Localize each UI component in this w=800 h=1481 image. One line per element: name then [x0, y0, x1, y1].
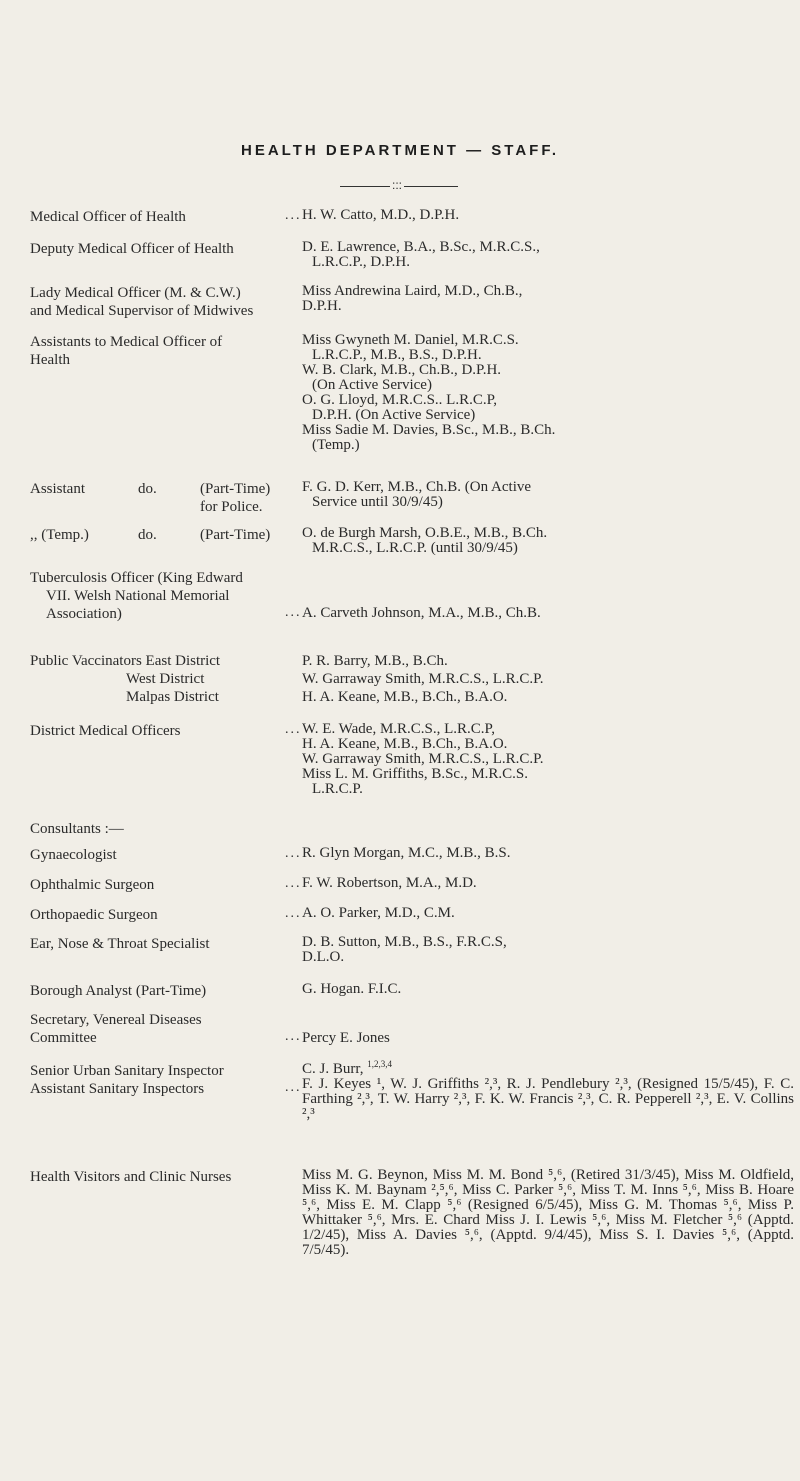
role-label — [30, 480, 330, 515]
role-part: for Police. — [200, 499, 263, 515]
leader-dots: ... — [285, 1029, 302, 1044]
staff-names — [302, 606, 794, 621]
name-line: D.P.H. — [302, 298, 342, 314]
role-line: Association) — [46, 606, 122, 622]
page-title: HEALTH DEPARTMENT — STAFF. — [241, 142, 559, 159]
role-part: Assistant — [30, 481, 86, 497]
staff-names — [302, 333, 794, 453]
leader-dots: ... — [285, 906, 302, 921]
role-line: Health — [30, 352, 70, 368]
role-label: Gynaecologist — [30, 847, 117, 863]
role-label: Health Visitors and Clinic Nurses — [30, 1169, 232, 1185]
role-label: Borough Analyst (Part-Time) — [30, 983, 207, 999]
role-label: Deputy Medical Officer of Health — [30, 241, 234, 257]
name-line: G. Hogan. F.I.C. — [302, 981, 402, 997]
staff-names — [302, 722, 794, 797]
staff-names — [302, 1031, 794, 1046]
title-divider — [340, 178, 458, 192]
role-line: Senior Urban Sanitary Inspector — [30, 1063, 224, 1079]
role-line: Assistants to Medical Officer of — [30, 334, 223, 350]
leader-dots: ... — [285, 846, 302, 861]
role-line: VII. Welsh National Memorial — [46, 588, 230, 604]
name-line: D.L.O. — [302, 949, 345, 965]
role-line: and Medical Supervisor of Midwives — [30, 303, 254, 319]
leader-dots: ... — [285, 722, 302, 737]
name-line: H. A. Keane, M.B., B.Ch., B.A.O. — [302, 689, 508, 705]
health-visitor-list: Miss M. G. Beynon, Miss M. M. Bond ⁵,⁶, (Retired 31/3/45), Miss M. Oldfield, Miss K. M. Baynam ²,⁵,⁶, Miss C. Parker ⁵,⁶, Miss T. M. Inns ⁵,⁶, Miss B. Hoare ⁵,⁶, Miss E. M. Clapp ⁵,⁶ (Resigned 6/5/45), Miss G. M. Thomas ⁵,⁶, Miss P. Whittaker ⁵,⁶, Mrs. E. Chard Miss J. I. Lewis ⁵,⁶, Miss M. Fletcher ⁵,⁶ (Apptd. 1/2/45), Miss A. Davies ⁵,⁶, (Apptd. 9/4/45), Miss S. I. Davies ⁵,⁶, (Apptd. 7/5/45). — [302, 1167, 794, 1258]
name-line: R. Glyn Morgan, M.C., M.B., B.S. — [302, 845, 511, 861]
name-line: A. O. Parker, M.D., C.M. — [302, 905, 455, 921]
role-label: Orthopaedic Surgeon — [30, 907, 158, 923]
name-line: D. E. Lawrence, B.A., B.Sc., M.R.C.S., — [302, 239, 540, 255]
staff-names — [302, 1168, 794, 1258]
name-line: M.R.C.S., L.R.C.P. (until 30/9/45) — [312, 540, 518, 556]
role-label: District Medical Officers — [30, 723, 181, 739]
role-line: Secretary, Venereal Diseases — [30, 1012, 202, 1028]
name-line: W. B. Clark, M.B., Ch.B., D.P.H. — [302, 362, 502, 378]
role-part: (Part-Time) — [200, 527, 271, 543]
staff-names — [302, 526, 794, 556]
footnote-marks: 1,2,3,4 — [367, 1059, 392, 1069]
role-label: Ophthalmic Surgeon — [30, 877, 155, 893]
name-line: Miss L. M. Griffiths, B.Sc., M.R.C.S. — [302, 766, 529, 782]
role-label: Ear, Nose & Throat Specialist — [30, 936, 210, 952]
staff-names — [302, 935, 794, 965]
name-line: W. Garraway Smith, M.R.C.S., L.R.C.P. — [302, 671, 544, 687]
role-line: West District — [126, 671, 205, 687]
staff-names — [302, 284, 794, 314]
role-part: do. — [138, 481, 157, 497]
staff-names — [302, 208, 794, 223]
name-line: F. W. Robertson, M.A., M.D. — [302, 875, 477, 891]
role-part: (Part-Time) — [200, 481, 271, 497]
staff-names — [302, 652, 794, 706]
role-line: Assistant Sanitary Inspectors — [30, 1081, 205, 1097]
name-line: O. G. Lloyd, M.R.C.S.. L.R.C.P, — [302, 392, 498, 408]
staff-names — [302, 846, 794, 861]
staff-names — [302, 240, 794, 270]
name-line: A. Carveth Johnson, M.A., M.B., Ch.B. — [302, 605, 541, 621]
role-label: Medical Officer of Health — [30, 209, 186, 225]
name-line: D.P.H. (On Active Service) — [312, 407, 476, 423]
leader-dots: ... — [285, 1080, 302, 1095]
staff-names — [302, 906, 794, 921]
name-line: Miss Gwyneth M. Daniel, M.R.C.S. — [302, 332, 519, 348]
name-line: P. R. Barry, M.B., B.Ch. — [302, 653, 448, 669]
name-line: W. E. Wade, M.R.C.S., L.R.C.P, — [302, 721, 495, 737]
leader-dots: ... — [285, 208, 302, 223]
role-line: Public Vaccinators East District — [30, 653, 221, 669]
role-label — [30, 333, 330, 369]
name-line: Miss Sadie M. Davies, B.Sc., M.B., B.Ch. — [302, 422, 556, 438]
role-line: Committee — [30, 1030, 97, 1046]
role-label — [30, 526, 330, 544]
role-label — [30, 652, 330, 706]
name-line: L.R.C.P., D.P.H. — [312, 254, 410, 270]
name-line: Service until 30/9/45) — [312, 494, 443, 510]
name-line: (Temp.) — [312, 437, 360, 453]
staff-names — [302, 480, 794, 510]
name-line: D. B. Sutton, M.B., B.S., F.R.C.S, — [302, 934, 507, 950]
role-line: Lady Medical Officer (M. & C.W.) — [30, 285, 241, 301]
name-line: O. de Burgh Marsh, O.B.E., M.B., B.Ch. — [302, 525, 548, 541]
staff-names — [302, 876, 794, 891]
name-line: H. A. Keane, M.B., B.Ch., B.A.O. — [302, 736, 508, 752]
staff-names — [302, 1059, 794, 1122]
name-line: (On Active Service) — [312, 377, 432, 393]
assistant-inspectors: F. J. Keyes ¹, W. J. Griffiths ²,³, R. J. Pendlebury ²,³, (Resigned 15/5/45), F. C. Farthing ²,³, T. W. Harry ²,³, F. K. W. Francis ²,³, C. R. Pepperell ²,³, E. V. Collins ²,³ — [302, 1076, 794, 1122]
name-line: W. Garraway Smith, M.R.C.S., L.R.C.P. — [302, 751, 544, 767]
divider-dots: ::: — [392, 178, 403, 192]
name-line: Miss Andrewina Laird, M.D., Ch.B., — [302, 283, 523, 299]
role-part: do. — [138, 527, 157, 543]
name-line: L.R.C.P. — [312, 781, 363, 797]
senior-inspector-name: C. J. Burr, — [302, 1061, 364, 1077]
leader-dots: ... — [285, 876, 302, 891]
name-line: F. G. D. Kerr, M.B., Ch.B. (On Active — [302, 479, 532, 495]
name-line — [302, 1059, 794, 1077]
role-line: Tuberculosis Officer (King Edward — [30, 570, 243, 586]
leader-dots: ... — [285, 605, 302, 620]
staff-names — [302, 982, 794, 997]
role-line: Malpas District — [126, 689, 219, 705]
name-line: L.R.C.P., M.B., B.S., D.P.H. — [312, 347, 482, 363]
name-line: H. W. Catto, M.D., D.P.H. — [302, 207, 460, 223]
section-heading: Consultants :— — [30, 821, 124, 837]
name-line: Percy E. Jones — [302, 1030, 390, 1046]
role-part: ,, (Temp.) — [30, 527, 89, 543]
role-label — [30, 284, 330, 320]
